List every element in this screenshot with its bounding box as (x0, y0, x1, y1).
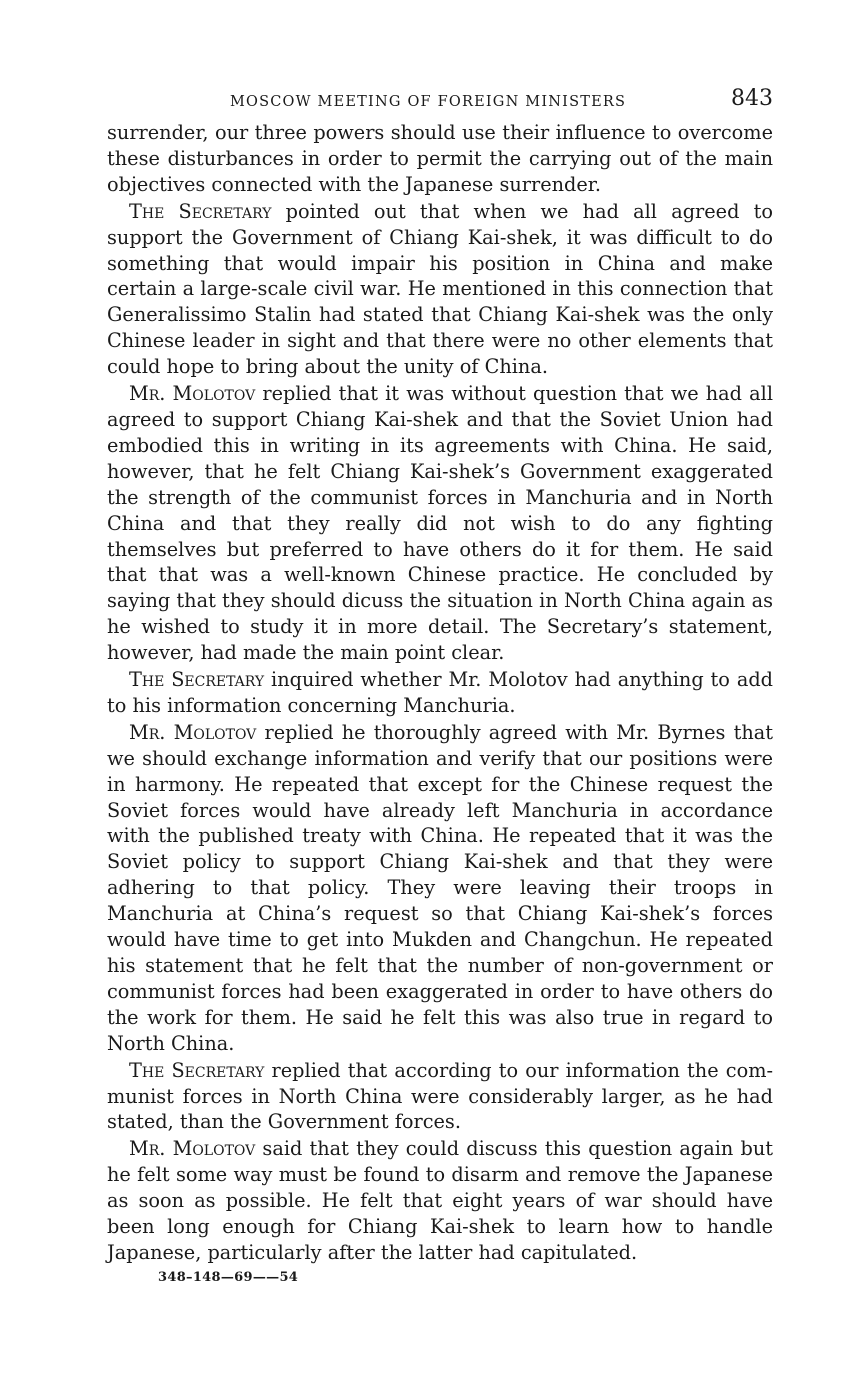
paragraph-2 (107, 199, 773, 380)
paragraph-text: pointed out that when we had all agreed to support the Government of Chiang Kai-shek, it was difficult to do something that would impair his position in China and make certain a large-scale civil war. He mentioned in this connection that Generalissimo Stalin had stated that Chiang Kai-shek was the only Chinese leader in sight and that there were no other elements that could hope to bring about the unity of China. (107, 199, 773, 379)
page-header (107, 84, 773, 120)
document-page (107, 84, 773, 1285)
paragraph-text: replied he thoroughly agreed with Mr. Byrnes that we should exchange information and verify that our positions were in harmony. He repeated that except for the Chinese request the Soviet forces would have already left Manchuria in accordance with the published treaty with China. He repeated that it was the Soviet policy to support Chiang Kai-shek and that they were adhering to that policy. They were leaving their troops in Manchuria at China’s request so that Chiang Kai-shek’s forces would have time to get into Mukden and Changchun. He repeated his statement that he felt that the number of non-government or communist forces had been exaggerated in order to have others do the work for them. He said he felt this was also true in regard to North China. (107, 720, 773, 1055)
paragraph-5 (107, 720, 773, 1057)
speaker-label: Mr. Molotov (129, 382, 256, 406)
speaker-label: The Secretary (129, 199, 272, 223)
speaker-label: The Secretary (129, 668, 265, 692)
paragraph-4 (107, 667, 773, 719)
printer-mark: 348–148—69——54 (158, 1270, 299, 1285)
speaker-label: Mr. Molotov (129, 1137, 256, 1161)
paragraph-6 (107, 1058, 773, 1136)
running-title: MOSCOW MEETING OF FOREIGN MINISTERS (230, 94, 627, 110)
paragraph-text: replied that it was without question that we had all agreed to support Chiang Kai-shek and that the Soviet Union had embodied this in writing in its agreements with China. He said, however, that he felt Chiang Kai-shek’s Government exaggerated the strength of the communist forces in Manchuria and in North China and that they really did not wish to do any fighting themselves but preferred to have others do it for them. He said that that was a well-known Chinese practice. He concluded by saying that they should dicuss the situation in North China again as he wished to study it in more detail. The Secretary’s statement, however, had made the main point clear. (107, 382, 773, 665)
paragraph-text: replied that according to our information the communist forces in North China were considerably larger, as he had stated, than the Government forces. (107, 1058, 773, 1134)
speaker-label: The Secretary (129, 1058, 265, 1082)
paragraph-text: inquired whether Mr. Molotov had anything to add to his information concerning Manchuria. (107, 668, 773, 717)
speaker-label: Mr. Molotov (129, 720, 257, 744)
paragraph-text: said that they could discuss this question again but he felt some way must be found to disarm and remove the Japanese as soon as possible. He felt that eight years of war should have been long enough for Chiang Kai-shek to learn how to handle Japanese, particularly after the latter had capitulated. (107, 1137, 773, 1264)
paragraph-3 (107, 381, 773, 666)
paragraph-7 (107, 1136, 773, 1266)
paragraph-1 (107, 120, 773, 198)
page-number: 843 (731, 86, 773, 111)
paragraph-text: surrender, our three powers should use their influence to overcome these disturbances in order to permit the carrying out of the main objectives connected with the Japanese surrender. (107, 121, 773, 196)
